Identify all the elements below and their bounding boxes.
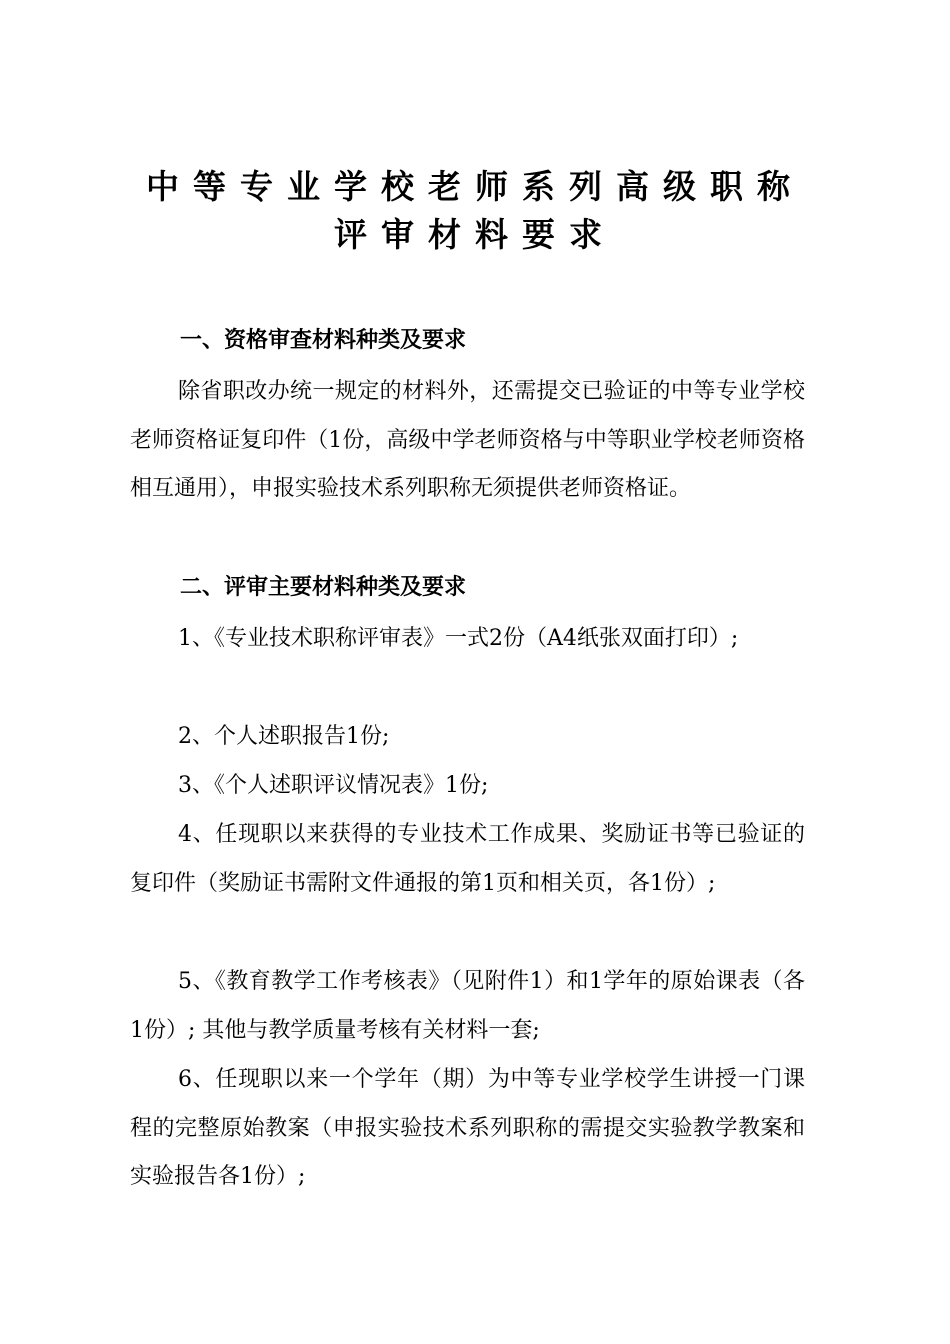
list-item-2: 2、个人述职报告1份; xyxy=(178,724,390,749)
list-item-4: 4、任现职以来获得的专业技术工作成果、奖励证书等已验证的复印件（奖励证书需附文件通报的第1页和相关页，各1份）; xyxy=(130,822,805,896)
document-title-line-2: 评审材料要求 xyxy=(334,215,616,254)
list-item-3: 3、《个人述职评议情况表》1份; xyxy=(178,773,489,798)
section-2-heading: 二、评审主要材料种类及要求 xyxy=(180,575,467,600)
document-title-line-1: 中等专业学校老师系列高级职称 xyxy=(146,167,804,206)
list-item-6: 6、任现职以来一个学年（期）为中等专业学校学生讲授一门课程的完整原始教案（申报实验技术系列职称的需提交实验教学教案和实验报告各1份）; xyxy=(130,1067,805,1189)
list-item-1: 1、《专业技术职称评审表》一式2份（A4纸张双面打印）; xyxy=(178,626,739,651)
section-1-heading: 一、资格审查材料种类及要求 xyxy=(180,328,467,353)
list-item-5: 5、《教育教学工作考核表》（见附件1）和1学年的原始课表（各1份）; 其他与教学质量考核有关材料一套; xyxy=(130,969,805,1043)
section-1-body: 除省职改办统一规定的材料外，还需提交已验证的中等专业学校老师资格证复印件（1份，高级中学老师资格与中等职业学校老师资格相互通用），申报实验技术系列职称无须提供老师资格证。 xyxy=(130,379,805,501)
